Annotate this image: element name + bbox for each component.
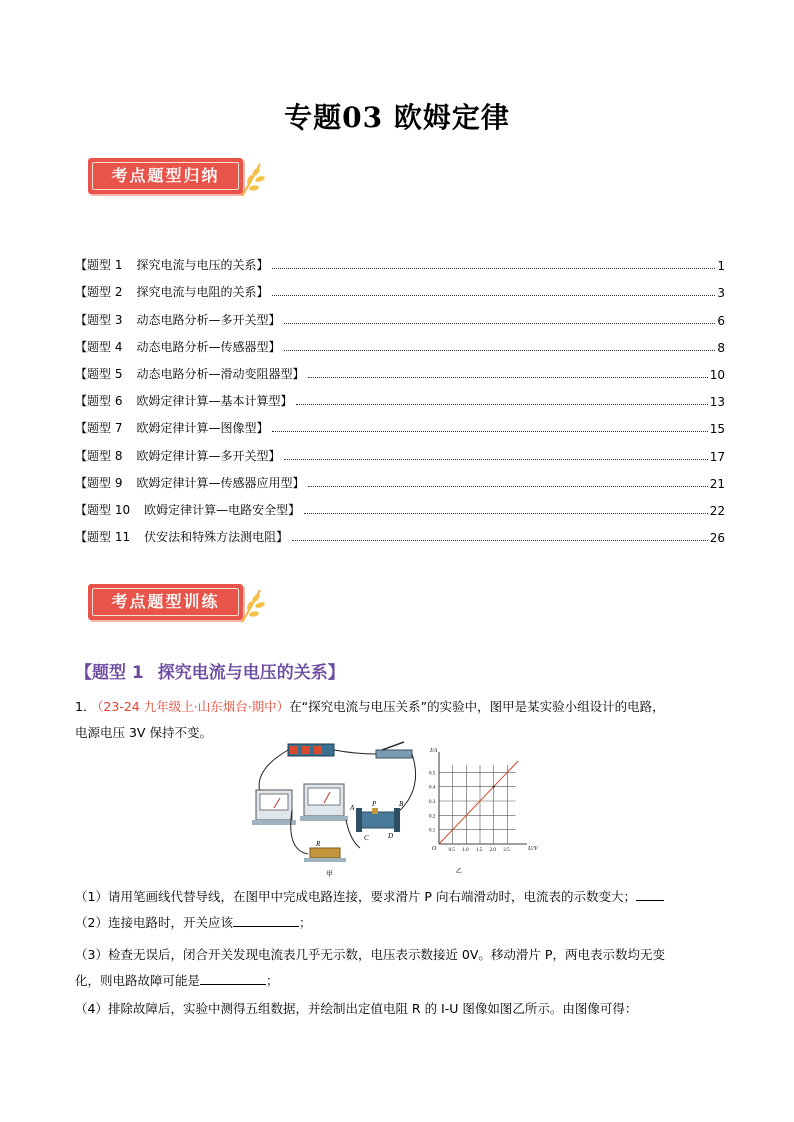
x-tick-label: 0.5 [448, 848, 455, 853]
banner-training [88, 584, 258, 626]
part-2-text: （2）连接电路时，开关应该 [75, 915, 233, 930]
y-tick-label: 0.4 [429, 785, 436, 791]
toc-entry[interactable] [75, 273, 725, 300]
toc-entry-page: 17 [709, 449, 725, 464]
answer-blank-3[interactable] [200, 970, 266, 985]
toc-entry[interactable] [75, 328, 725, 355]
wheat-icon [238, 162, 266, 198]
y-tick-label: 0.2 [429, 814, 436, 820]
part-3-text-b: 化，则电路故障可能是 [75, 973, 201, 988]
label-jia: 甲 [326, 870, 333, 878]
toc-entry-page: 21 [709, 476, 725, 491]
toc-entry-page: 1 [717, 259, 725, 274]
toc-entry-label [75, 392, 292, 409]
label-B: B [399, 800, 404, 808]
toc-leader-dots [296, 404, 707, 405]
toc-entry-page: 26 [709, 531, 725, 546]
toc-entry-page: 6 [717, 313, 725, 328]
toc-entry-page: 8 [717, 340, 725, 355]
toc-entry-label [75, 528, 288, 545]
part-3-text-a: （3）检查无误后，闭合开关发现电流表几乎无示数，电压表示数接近 0V。移动滑片 P，两电表示数均无变 [75, 947, 665, 962]
toc-entry-number: 【题型 10 [75, 502, 131, 517]
toc-entry[interactable] [75, 355, 725, 382]
toc-entry-page: 22 [709, 503, 725, 518]
toc-entry-number: 【题型 2 [75, 285, 123, 300]
toc-leader-dots [272, 431, 707, 432]
toc-entry[interactable] [75, 382, 725, 409]
question-1-part-1 [75, 884, 725, 910]
answer-blank-2[interactable] [233, 912, 299, 927]
toc-entry-title: 欧姆定律计算—传感器应用型】 [136, 475, 305, 490]
toc-entry-number: 【题型 3 [75, 312, 123, 327]
toc-entry[interactable] [75, 491, 725, 518]
toc-entry-number: 【题型 11 [75, 530, 131, 545]
toc-entry-number: 【题型 4 [75, 339, 123, 354]
switch [376, 750, 412, 758]
label-C: C [364, 834, 369, 842]
toc-entry-page: 15 [709, 422, 725, 437]
circuit-diagram [252, 742, 416, 878]
data-point [492, 785, 494, 787]
toc-leader-dots [272, 295, 715, 296]
toc-entry-title: 动态电路分析—滑动变阻器型】 [136, 366, 305, 381]
wheat-icon [238, 588, 266, 624]
section-heading [75, 658, 345, 683]
toc-entry-title: 伏安法和特殊方法测电阻】 [144, 530, 289, 545]
table-of-contents [75, 246, 725, 545]
toc-entry-title: 欧姆定律计算—基本计算型】 [136, 394, 293, 409]
y-tick-label: 0.5 [429, 771, 436, 777]
part-2-end: ； [298, 915, 312, 930]
toc-entry-number: 【题型 7 [75, 421, 123, 436]
section-title: 探究电流与电压的关系】 [157, 663, 345, 683]
iu-graph [429, 748, 539, 875]
toc-entry[interactable] [75, 436, 725, 463]
label-yi: 乙 [456, 868, 463, 875]
toc-entry-title: 欧姆定律计算—多开关型】 [136, 448, 281, 463]
toc-entry-title: 探究电流与电压的关系】 [136, 258, 269, 273]
part-1-text: （1）请用笔画线代替导线，在图甲中完成电路连接，要求滑片 P 向右端滑动时，电流表的示数变大； [75, 889, 636, 904]
toc-leader-dots [284, 459, 707, 460]
toc-entry-page: 10 [709, 367, 725, 382]
toc-leader-dots [284, 323, 715, 324]
label-D: D [388, 832, 394, 840]
question-stem-b: 电源电压 3V 保持不变。 [75, 725, 212, 740]
y-tick-label: 0.1 [429, 828, 436, 834]
toc-entry[interactable] [75, 300, 725, 327]
question-index: 1. [75, 699, 87, 714]
toc-entry-label [75, 501, 300, 518]
toc-entry-number: 【题型 9 [75, 475, 123, 490]
toc-entry-title: 欧姆定律计算—图像型】 [136, 421, 269, 436]
toc-leader-dots [292, 540, 708, 541]
y-tick-label: 0.3 [429, 800, 436, 805]
toc-entry-title: 探究电流与电阻的关系】 [136, 285, 269, 300]
toc-entry[interactable] [75, 464, 725, 491]
question-1-part-3 [75, 942, 725, 994]
x-axis-label: U/V [528, 846, 538, 852]
y-axis-label: I/A [430, 748, 438, 754]
question-source: （23-24 九年级上·山东烟台·期中） [90, 699, 290, 714]
toc-entry-page: 13 [709, 395, 725, 410]
toc-leader-dots [308, 486, 707, 487]
toc-leader-dots [308, 377, 707, 378]
toc-entry[interactable] [75, 246, 725, 273]
toc-entry-number: 【题型 1 [75, 258, 123, 273]
toc-entry-title: 动态电路分析—多开关型】 [136, 312, 281, 327]
part-4-text: （4）排除故障后，实验中测得五组数据，并绘制出定值电阻 R 的 I-U 图像如图乙所示。由图像可得： [75, 1001, 638, 1016]
toc-leader-dots [284, 350, 715, 351]
toc-entry-label [75, 311, 280, 328]
banner-training-label: 考点题型训练 [111, 592, 220, 611]
question-1-part-2 [75, 910, 725, 936]
label-A: A [350, 804, 355, 812]
banner-summary [88, 158, 258, 200]
toc-entry-label [75, 256, 268, 273]
toc-entry-number: 【题型 8 [75, 448, 123, 463]
label-P: P [372, 800, 377, 808]
part-3-end: ； [266, 973, 279, 988]
question-stem-a: 在“探究电流与电压关系”的实验中，图甲是某实验小组设计的电路， [289, 699, 665, 714]
question-1-part-4 [75, 996, 725, 1022]
x-tick-label: 2.0 [489, 848, 496, 853]
x-tick-label: 1.5 [476, 848, 483, 853]
resistor [310, 848, 340, 858]
toc-entry-label [75, 447, 280, 464]
toc-leader-dots [272, 268, 715, 269]
question-1-stem [75, 694, 725, 746]
toc-entry-label [75, 419, 268, 436]
toc-entry-page: 3 [717, 286, 725, 301]
origin-label: O [432, 846, 437, 852]
question-1-figure [246, 740, 546, 880]
label-R: R [316, 840, 321, 848]
rheostat [358, 812, 398, 828]
toc-leader-dots [304, 513, 708, 514]
x-tick-label: 1.0 [462, 848, 469, 853]
series-line [439, 761, 518, 844]
toc-entry[interactable] [75, 409, 725, 436]
toc-entry-title: 动态电路分析—传感器型】 [136, 339, 281, 354]
toc-entry-label [75, 365, 304, 382]
toc-entry-number: 【题型 6 [75, 394, 123, 409]
toc-entry-title: 欧姆定律计算—电路安全型】 [144, 502, 301, 517]
page-title: 专题03 欧姆定律 [284, 101, 510, 134]
toc-entry[interactable] [75, 518, 725, 545]
section-number: 【题型 1 [75, 663, 144, 683]
banner-summary-label: 考点题型归纳 [111, 166, 220, 185]
toc-entry-label [75, 474, 304, 491]
x-tick-label: 2.5 [503, 848, 510, 853]
toc-entry-label [75, 338, 280, 355]
toc-entry-number: 【题型 5 [75, 366, 123, 381]
toc-entry-label [75, 283, 268, 300]
answer-blank-1[interactable] [636, 886, 664, 901]
